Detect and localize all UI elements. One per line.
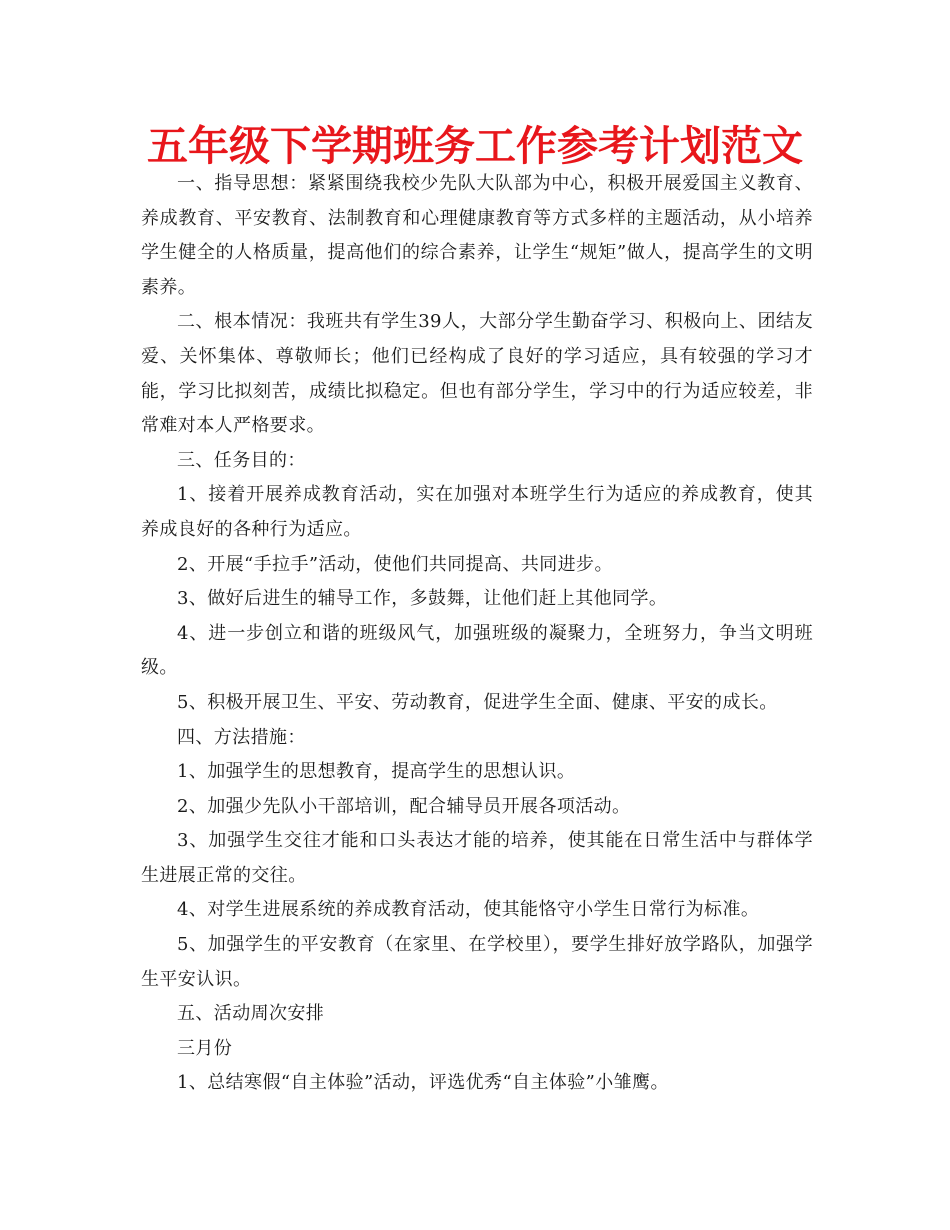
document-body bbox=[141, 167, 813, 1101]
list-item-goal-5: 5、积极开展卫生、平安、劳动教育，促进学生全面、健康、平安的成长。 bbox=[177, 691, 778, 713]
list-item-method-3: 3、加强学生交往才能和口头表达才能的培养，使其能在日常生活中与群体学生进展正常的交往。 bbox=[141, 830, 813, 886]
paragraph-guiding-ideology: 一、指导思想：紧紧围绕我校少先队大队部为中心，积极开展爱国主义教育、养成教育、平安教育、法制教育和心理健康教育等方式多样的主题活动，从小培养学生健全的人格质量，提高他们的综合素养，让学生“规矩”做人，提高学生的文明素养。 bbox=[141, 173, 813, 298]
list-item-goal-4: 4、进一步创立和谐的班级风气，加强班级的凝聚力，全班努力，争当文明班级。 bbox=[141, 622, 813, 679]
list-item-goal-1: 1、接着开展养成教育活动，实在加强对本班学生行为适应的养成教育，使其养成良好的各种行为适应。 bbox=[141, 484, 813, 540]
heading-activity-schedule: 五、活动周次安排 bbox=[177, 1003, 325, 1025]
list-item-goal-3: 3、做好后进生的辅导工作，多鼓舞，让他们赶上其他同学。 bbox=[177, 588, 668, 610]
heading-methods: 四、方法措施： bbox=[177, 726, 306, 748]
list-item-method-1: 1、加强学生的思想教育，提高学生的思想认识。 bbox=[177, 761, 576, 783]
heading-march: 三月份 bbox=[177, 1037, 233, 1059]
list-item-goal-2: 2、开展“手拉手”活动，使他们共同提高、共同进步。 bbox=[177, 553, 613, 575]
list-item-march-1: 1、总结寒假“自主体验”活动，评选优秀“自主体验”小雏鹰。 bbox=[177, 1072, 669, 1094]
paragraph-basic-situation: 二、根本情况：我班共有学生39人，大部分学生勤奋学习、积极向上、团结友爱、关怀集体、尊敬师长；他们已经构成了良好的学习适应，具有较强的学习才能，学习比拟刻苦，成绩比拟稳定。但也有部分学生，学习中的行为适应较差，非常难对本人严格要求。 bbox=[141, 311, 813, 437]
list-item-method-4: 4、对学生进展系统的养成教育活动，使其能恪守小学生日常行为标准。 bbox=[177, 899, 760, 921]
list-item-method-2: 2、加强少先队小干部培训，配合辅导员开展各项活动。 bbox=[177, 795, 631, 817]
heading-task-goals: 三、任务目的： bbox=[177, 449, 306, 471]
list-item-method-5: 5、加强学生的平安教育（在家里、在学校里），要学生排好放学路队，加强学生平安认识。 bbox=[141, 934, 813, 990]
document-title: 五年级下学期班务工作参考计划范文 bbox=[147, 122, 803, 170]
